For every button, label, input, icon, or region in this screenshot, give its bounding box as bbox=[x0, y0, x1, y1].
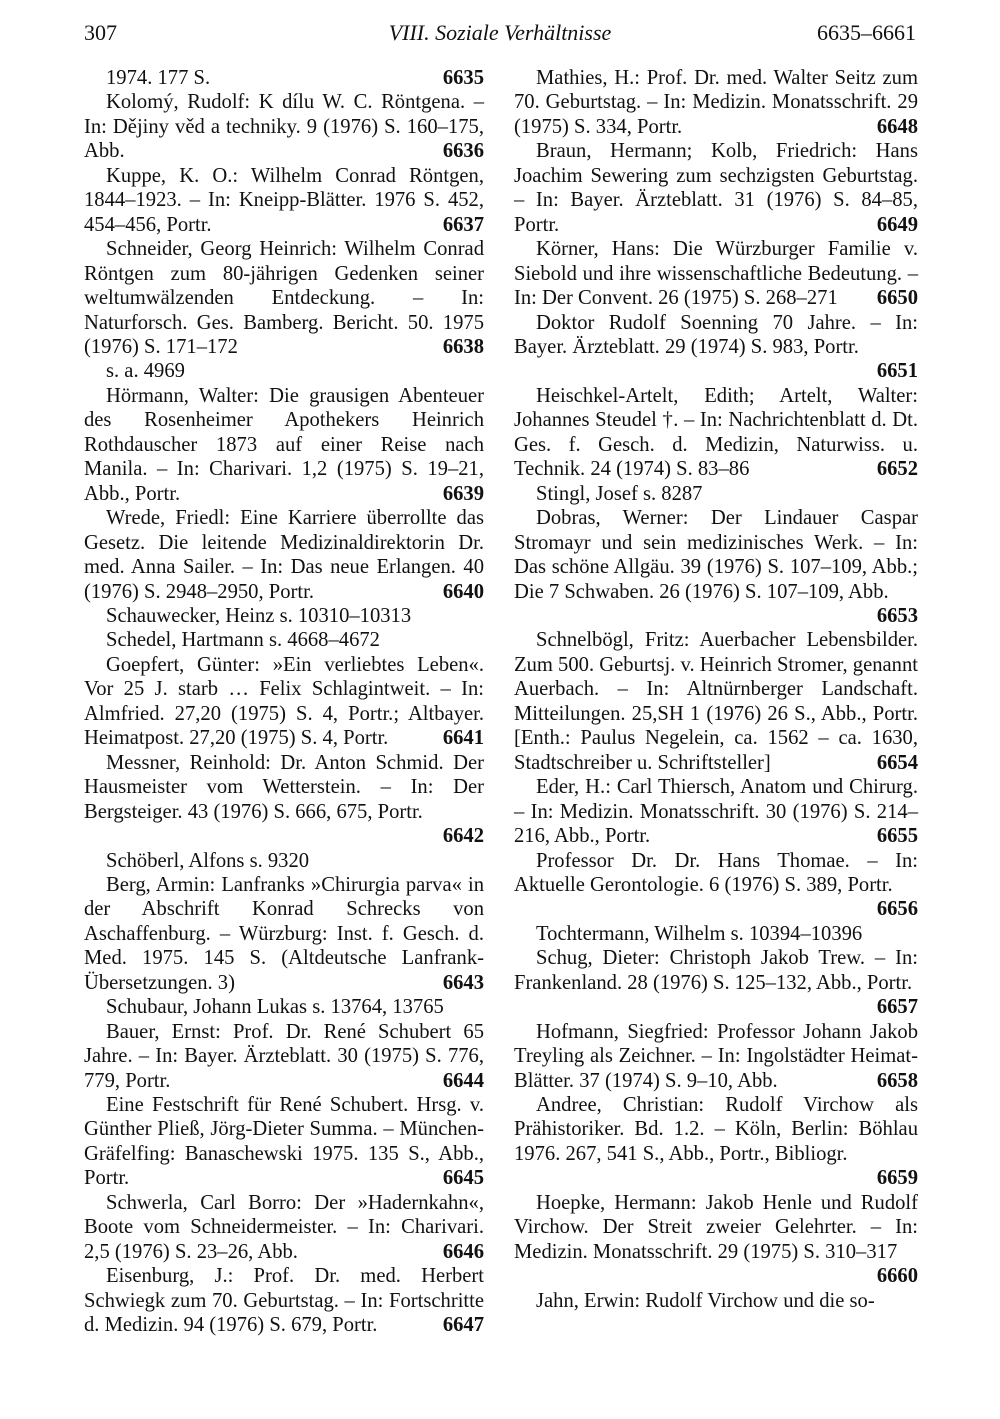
entry-number: 6657 bbox=[876, 996, 918, 1019]
entry-text: Hofmann, Siegfried: Professor Johann Jakob Treyling als Zeichner. – In: Ingolstädter Heimat-Blätter. 37 (1974) S. 9–10, Abb. bbox=[514, 1020, 918, 1092]
bibliography-entry bbox=[514, 237, 918, 310]
entry-number: 6636 bbox=[442, 140, 484, 163]
entry-number: 6648 bbox=[876, 115, 918, 138]
right-column bbox=[514, 66, 918, 1313]
entry-number: 6650 bbox=[876, 287, 918, 310]
entry-number: 6655 bbox=[876, 825, 918, 848]
page-number: 307 bbox=[84, 20, 117, 45]
entry-text: Heischkel-Artelt, Edith; Artelt, Walter: Johannes Steudel †. – In: Nachrichtenblatt d. Dt. Ges. f. Gesch. d. Medizin, Naturwiss. u. Technik. 24 (1974) S. 83–86 bbox=[514, 384, 918, 481]
entry-text: Schedel, Hartmann s. 4668–4672 bbox=[106, 629, 380, 652]
bibliography-entry bbox=[514, 311, 918, 384]
entry-text: Tochtermann, Wilhelm s. 10394–10396 bbox=[536, 922, 863, 945]
bibliography-entry bbox=[84, 1093, 484, 1191]
entry-number: 6656 bbox=[876, 898, 918, 921]
left-column bbox=[84, 66, 484, 1338]
bibliography-entry bbox=[84, 873, 484, 995]
entry-text: Schwerla, Carl Borro: Der »Hadernkahn«, Boote vom Schneidermeister. – In: Charivari. 2,5 (1976) S. 23–26, Abb. bbox=[84, 1191, 484, 1263]
entry-number: 6640 bbox=[442, 580, 484, 603]
bibliography-entry bbox=[514, 66, 918, 139]
entry-text: Goepfert, Günter: »Ein verliebtes Leben«. Vor 25 J. starb … Felix Schlagintweit. – In: Almfried. 27,20 (1975) S. 4, Portr.; Altbayer. Heimatpost. 27,20 (1975) S. 4, Portr. bbox=[84, 653, 484, 750]
entry-text: Bauer, Ernst: Prof. Dr. René Schubert 65 Jahre. – In: Bayer. Ärzteblatt. 30 (1975) S. 776, 779, Portr. bbox=[84, 1020, 484, 1092]
entry-text: Berg, Armin: Lanfranks »Chirurgia parva« in der Abschrift Konrad Schrecks von Aschaffenburg. – Würzburg: Inst. f. Gesch. d. Med. 1975. 145 S. (Altdeutsche Lanfrank-Übersetzungen. 3) bbox=[84, 873, 484, 994]
bibliography-entry bbox=[84, 628, 484, 652]
entry-text: Andree, Christian: Rudolf Virchow als Prähistoriker. Bd. 1.2. – Köln, Berlin: Böhlau 1976. 267, 541 S., Abb., Portr., Bibliogr. bbox=[514, 1094, 918, 1165]
entry-number: 6654 bbox=[876, 751, 918, 774]
bibliography-entry bbox=[514, 482, 918, 506]
entry-number: 6641 bbox=[442, 727, 484, 750]
bibliography-entry bbox=[84, 653, 484, 751]
bibliography-entry bbox=[514, 775, 918, 848]
entry-text: Jahn, Erwin: Rudolf Virchow und die so- bbox=[536, 1289, 875, 1312]
entry-text: Wrede, Friedl: Eine Karriere überrollte das Gesetz. Die leitende Medizinaldirektorin Dr. med. Anna Sailer. – In: Das neue Erlangen. 40 (1976) S. 2948–2950, Portr. bbox=[84, 507, 484, 603]
entry-text: Schauwecker, Heinz s. 10310–10313 bbox=[106, 604, 412, 627]
entry-text: Eisenburg, J.: Prof. Dr. med. Herbert Schwiegk zum 70. Geburtstag. – In: Fortschritte d. Medizin. 94 (1976) S. 679, Portr. bbox=[84, 1265, 484, 1337]
entry-number: 6638 bbox=[442, 335, 484, 358]
entry-number: 6649 bbox=[876, 213, 918, 236]
bibliography-entry bbox=[84, 164, 484, 237]
bibliography-entry bbox=[514, 946, 918, 1019]
bibliography-entry bbox=[84, 66, 484, 90]
entry-text: Schneider, Georg Heinrich: Wilhelm Conrad Röntgen zum 80-jährigen Gedenken seiner weltumwälzenden Entdeckung. – In: Naturforsch. Ges. Bamberg. Bericht. 50. 1975 (1976) S. 171–172 bbox=[84, 238, 484, 358]
bibliography-entry bbox=[84, 849, 484, 873]
bibliography-entry bbox=[84, 1264, 484, 1337]
bibliography-entry bbox=[514, 384, 918, 482]
entry-number: 6644 bbox=[442, 1069, 484, 1092]
entry-text: Messner, Reinhold: Dr. Anton Schmid. Der Hausmeister vom Wetterstein. – In: Der Bergsteiger. 43 (1976) S. 666, 675, Portr. bbox=[84, 751, 484, 823]
bibliography-entry bbox=[84, 1191, 484, 1264]
entry-number: 6652 bbox=[876, 458, 918, 481]
bibliography-entry bbox=[84, 751, 484, 849]
entry-text: Doktor Rudolf Soenning 70 Jahre. – In: Bayer. Ärzteblatt. 29 (1974) S. 983, Portr. bbox=[514, 311, 918, 358]
bibliography-entry bbox=[514, 1093, 918, 1191]
bibliography-entry bbox=[514, 1020, 918, 1093]
entry-text: s. a. 4969 bbox=[106, 360, 185, 383]
entry-number: 6647 bbox=[442, 1314, 484, 1337]
entry-number: 6637 bbox=[442, 213, 484, 236]
bibliography-entry bbox=[514, 628, 918, 775]
entry-text: Stingl, Josef s. 8287 bbox=[536, 482, 703, 505]
bibliography-entry bbox=[514, 1289, 918, 1313]
entry-text: Braun, Hermann; Kolb, Friedrich: Hans Joachim Sewering zum sechzigsten Geburtstag. – In: Bayer. Ärzteblatt. 31 (1976) S. 84–85, Portr. bbox=[514, 140, 918, 236]
entry-number: 6643 bbox=[442, 971, 484, 994]
entry-text: Kuppe, K. O.: Wilhelm Conrad Röntgen, 1844–1923. – In: Kneipp-Blätter. 1976 S. 452, 454–456, Portr. bbox=[84, 164, 484, 236]
entry-text: Eine Festschrift für René Schubert. Hrsg. v. Günther Pließ, Jörg-Dieter Summa. – München-Gräfelfing: Banaschewski 1975. 135 S., Abb., Portr. bbox=[84, 1094, 484, 1190]
entry-number: 6639 bbox=[442, 482, 484, 505]
entry-text: Hoepke, Hermann: Jakob Henle und Rudolf Virchow. Der Streit zweier Gelehrter. – In: Medizin. Monatsschrift. 29 (1975) S. 310–317 bbox=[514, 1191, 918, 1263]
entry-number: 6660 bbox=[876, 1265, 918, 1288]
entry-number: 6653 bbox=[876, 604, 918, 627]
section-title: VIII. Soziale Verhältnisse bbox=[388, 20, 612, 45]
bibliography-entry bbox=[84, 506, 484, 604]
bibliography-entry bbox=[514, 1191, 918, 1289]
entry-text: Schubaur, Johann Lukas s. 13764, 13765 bbox=[106, 996, 444, 1019]
bibliography-entry bbox=[84, 359, 484, 383]
entry-number: 6646 bbox=[442, 1240, 484, 1263]
bibliography-entry bbox=[84, 384, 484, 506]
entry-range: 6635–6661 bbox=[817, 20, 916, 45]
bibliography-entry bbox=[84, 237, 484, 359]
bibliography-entry bbox=[84, 604, 484, 628]
entry-number: 6642 bbox=[442, 825, 484, 848]
entry-text: Hörmann, Walter: Die grausigen Abenteuer des Rosenheimer Apothekers Heinrich Rothdauscher 1873 auf einer Reise nach Manila. – In: Charivari. 1,2 (1975) S. 19–21, Abb., Portr. bbox=[84, 384, 484, 505]
entry-text: Professor Dr. Dr. Hans Thomae. – In: Aktuelle Gerontologie. 6 (1976) S. 389, Portr. bbox=[514, 849, 918, 896]
entry-text: Kolomý, Rudolf: K dílu W. C. Röntgena. – In: Dějiny věd a techniky. 9 (1976) S. 160–175, Abb. bbox=[84, 91, 484, 163]
entry-number: 6658 bbox=[876, 1069, 918, 1092]
entry-text: Schnelbögl, Fritz: Auerbacher Lebensbilder. Zum 500. Geburtsj. v. Heinrich Stromer, genannt Auerbach. – In: Altnürnberger Landschaft. Mitteilungen. 25,SH 1 (1976) 26 S., Abb., Portr. [Enth.: Paulus Negelein, ca. 1562 – ca. 1630, Stadtschreiber u. Schriftsteller] bbox=[514, 629, 918, 774]
entry-number: 6645 bbox=[442, 1167, 484, 1190]
entry-text: Körner, Hans: Die Würzburger Familie v. Siebold und ihre wissenschaftliche Bedeutung. – In: Der Convent. 26 (1975) S. 268–271 bbox=[514, 238, 918, 310]
bibliography-entry bbox=[514, 922, 918, 946]
bibliography-entry bbox=[514, 849, 918, 922]
entry-number: 6659 bbox=[876, 1167, 918, 1190]
entry-text: 1974. 177 S. bbox=[106, 67, 211, 89]
entry-number: 6635 bbox=[442, 67, 484, 89]
bibliography-entry bbox=[84, 995, 484, 1019]
entry-text: Schug, Dieter: Christoph Jakob Trew. – In: Frankenland. 28 (1976) S. 125–132, Abb., Portr. bbox=[514, 947, 918, 994]
bibliography-entry bbox=[84, 1020, 484, 1093]
entry-text: Dobras, Werner: Der Lindauer Caspar Stromayr und sein medizinisches Werk. – In: Das schöne Allgäu. 39 (1976) S. 107–109, Abb.; Die 7 Schwaben. 26 (1976) S. 107–109, Abb. bbox=[514, 507, 918, 603]
bibliography-entry bbox=[514, 139, 918, 237]
entry-number: 6651 bbox=[876, 360, 918, 383]
bibliography-entry bbox=[514, 506, 918, 628]
entry-text: Eder, H.: Carl Thiersch, Anatom und Chirurg. – In: Medizin. Monatsschrift. 30 (1976) S. 214–216, Abb., Portr. bbox=[514, 776, 918, 848]
bibliography-entry bbox=[84, 90, 484, 163]
entry-text: Schöberl, Alfons s. 9320 bbox=[106, 849, 310, 872]
entry-text: Mathies, H.: Prof. Dr. med. Walter Seitz zum 70. Geburtstag. – In: Medizin. Monatsschrift. 29 (1975) S. 334, Portr. bbox=[514, 67, 918, 138]
